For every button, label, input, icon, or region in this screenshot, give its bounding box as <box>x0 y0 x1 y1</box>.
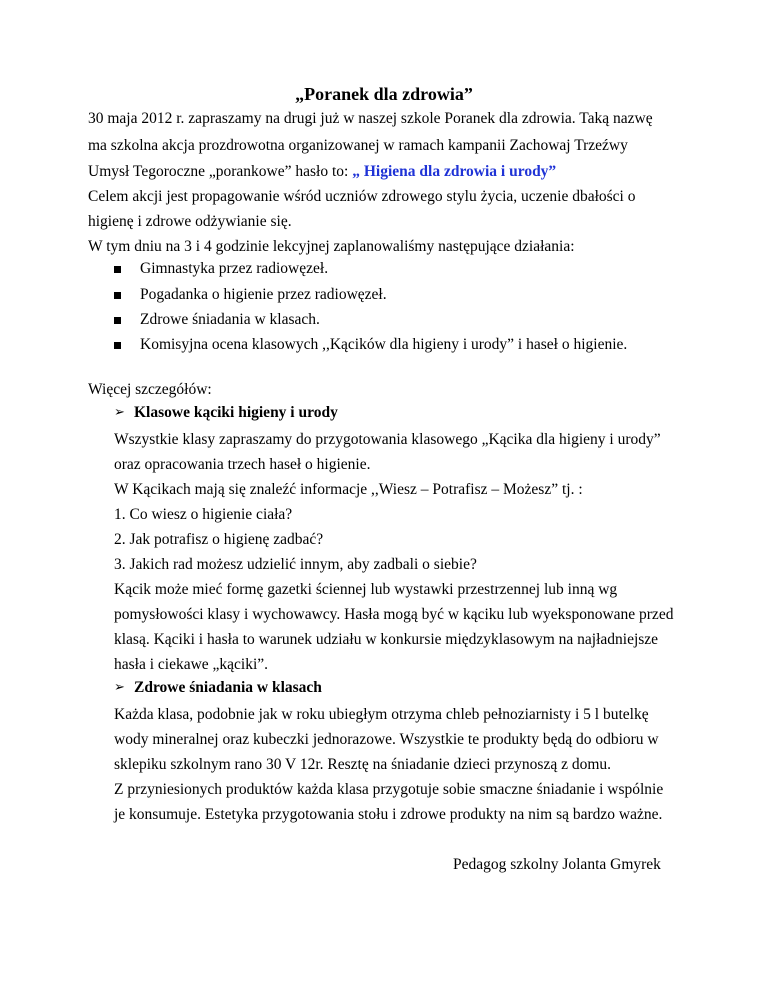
intro-line-2: ma szkolna akcja prozdrowotna organizowanej w ramach kampanii Zachowaj Trzeźwy <box>88 137 628 154</box>
activity-item: Komisyjna ocena klasowych ,,Kącików dla higieny i urody” i haseł o higienie. <box>140 336 628 353</box>
intro-line-3 <box>88 162 556 182</box>
signature: Pedagog szkolny Jolanta Gmyrek <box>453 856 661 873</box>
activity-item: Gimnastyka przez radiowęzeł. <box>140 260 329 277</box>
arrow-bullet-icon: ➢ <box>114 680 125 695</box>
activity-item: Pogadanka o higienie przez radiowęzeł. <box>140 286 387 303</box>
section-breakfast-line: Każda klasa, podobnie jak w roku ubiegłym otrzyma chleb pełnoziarnisty i 5 l butelkę <box>114 706 649 723</box>
campaign-motto: „ Higiena dla zdrowia i urody” <box>352 163 557 180</box>
activity-item: Zdrowe śniadania w klasach. <box>140 311 320 328</box>
section-heading-breakfast: Zdrowe śniadania w klasach <box>134 679 322 696</box>
details-heading: Więcej szczegółów: <box>88 381 212 398</box>
section-corners-line: Wszystkie klasy zapraszamy do przygotowania klasowego „Kącika dla higieny i urody” <box>114 431 661 448</box>
square-bullet-icon <box>114 317 121 324</box>
section-corners-line: 2. Jak potrafisz o higienę zadbać? <box>114 531 324 548</box>
document-title: „Poranek dla zdrowia” <box>295 84 473 104</box>
section-corners-line: oraz opracowania trzech haseł o higienie. <box>114 456 371 473</box>
section-heading-corners: Klasowe kąciki higieny i urody <box>134 404 338 421</box>
section-breakfast-line: Z przyniesionych produktów każda klasa przygotuje sobie smaczne śniadanie i wspólnie <box>114 781 664 798</box>
section-breakfast-line: je konsumuje. Estetyka przygotowania stołu i zdrowe produkty na nim są bardzo ważne. <box>114 806 663 823</box>
intro-line-5: higienę i zdrowe odżywianie się. <box>88 213 292 230</box>
section-corners-line: Kącik może mieć formę gazetki ściennej lub wystawki przestrzennej lub inną wg <box>114 581 618 598</box>
intro-motto-prefix: Umysł Tegoroczne „porankowe” hasło to: <box>88 163 353 180</box>
section-corners-line: pomysłowości klasy i wychowawcy. Hasła mogą być w kąciku lub wyeksponowane przed <box>114 606 674 623</box>
section-breakfast-line: sklepiku szkolnym rano 30 V 12r. Resztę na śniadanie dzieci przynoszą z domu. <box>114 756 612 773</box>
section-breakfast-line: wody mineralnej oraz kubeczki jednorazowe. Wszystkie te produkty będą do odbioru w <box>114 731 659 748</box>
section-corners-line: hasła i ciekawe „kąciki”. <box>114 656 269 673</box>
intro-line-6: W tym dniu na 3 i 4 godzinie lekcyjnej zaplanowaliśmy następujące działania: <box>88 238 575 255</box>
intro-line-1: 30 maja 2012 r. zapraszamy na drugi już w naszej szkole Poranek dla zdrowia. Taką nazwę <box>88 110 653 127</box>
arrow-bullet-icon: ➢ <box>114 405 125 420</box>
section-corners-line: 3. Jakich rad możesz udzielić innym, aby zadbali o siebie? <box>114 556 477 573</box>
section-corners-line: W Kącikach mają się znaleźć informacje ,,Wiesz – Potrafisz – Możesz” tj. : <box>114 481 583 498</box>
section-corners-line: 1. Co wiesz o higienie ciała? <box>114 506 293 523</box>
square-bullet-icon <box>114 342 121 349</box>
square-bullet-icon <box>114 292 121 299</box>
square-bullet-icon <box>114 266 121 273</box>
section-corners-line: klasą. Kąciki i hasła to warunek udziału w konkursie międzyklasowym na najładniejsze <box>114 631 659 648</box>
intro-line-4: Celem akcji jest propagowanie wśród uczniów zdrowego stylu życia, uczenie dbałości o <box>88 188 636 205</box>
